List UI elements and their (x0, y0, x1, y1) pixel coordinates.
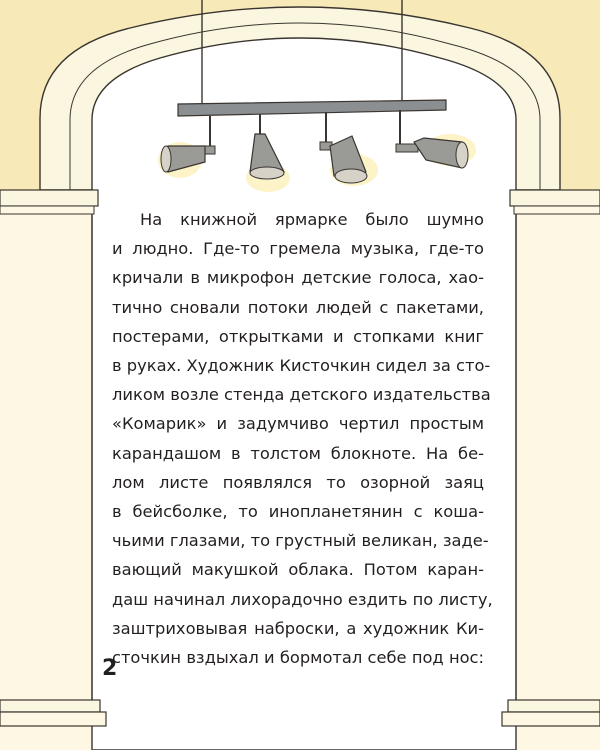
story-line: вающий макушкой облака. Потом каран- (112, 560, 484, 580)
right-base (508, 700, 600, 712)
story-line: чьими глазами, то грустный великан, заде- (112, 531, 489, 551)
spotlight-joint (396, 144, 418, 152)
right-pillar (516, 190, 600, 750)
story-line: тично сновали потоки людей с пакетами, (112, 297, 484, 317)
right-capital (510, 190, 600, 206)
story-line: в руках. Художник Кисточкин сидел за сто- (112, 356, 491, 376)
story-line: постерами, открытками и стопками книг (112, 326, 484, 346)
left-base (0, 700, 100, 712)
page-number: 2 (102, 656, 118, 681)
story-line: карандашом в толстом блокноте. На бе- (112, 443, 484, 463)
story-line: сточкин вздыхал и бормотал себе под нос: (112, 648, 484, 668)
story-line: На книжной ярмарке было шумно (140, 210, 484, 229)
left-pillar (0, 190, 92, 750)
left-capital-lower (0, 206, 94, 214)
spotlight-joint (205, 146, 215, 154)
story-line: и людно. Где-то гремела музыка, где-то (112, 239, 484, 259)
right-base-lower (502, 712, 600, 726)
story-line: в бейсболке, то инопланетянин с коша- (112, 502, 484, 522)
story-line: кричали в микрофон детские голоса, хао- (112, 268, 484, 288)
story-line: заштриховывая наброски, а художник Ки- (112, 618, 484, 638)
spotlight-lens (456, 142, 468, 168)
story-text (112, 205, 493, 672)
story-line: лом листе появлялся то озорной заяц (112, 472, 484, 492)
story-line: даш начинал лихорадочно ездить по листу, (112, 589, 493, 609)
spotlight-lens (161, 146, 171, 172)
left-base-lower (0, 712, 106, 726)
story-line: ликом возле стенда детского издательства (112, 385, 491, 405)
story-line: «Комарик» и задумчиво чертил простым (112, 414, 484, 434)
left-capital (0, 190, 98, 206)
spotlight-lens (250, 167, 284, 179)
spotlight-lens (335, 169, 367, 183)
right-capital-lower (514, 206, 600, 214)
